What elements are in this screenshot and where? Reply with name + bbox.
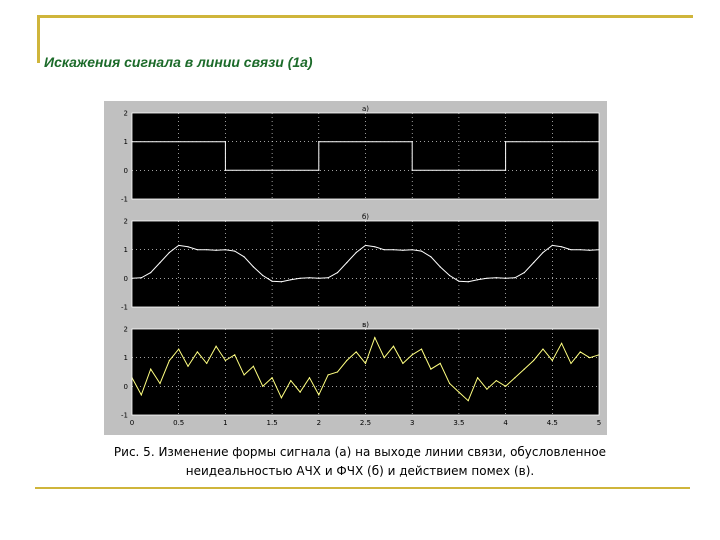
caption-line-1: Рис. 5. Изменение формы сигнала (а) на выходе линии связи, обусловленное [113,445,607,459]
data-point [141,394,142,395]
data-point [234,251,235,252]
signal-plots [104,101,607,435]
x-tick-label: 0 [129,419,135,427]
x-tick-label: 4 [503,419,508,427]
x-tick-label: 0.5 [173,419,185,427]
y-tick-label: -1 [121,303,128,312]
left-accent-line [37,15,40,63]
data-point [215,250,216,251]
data-point [430,369,431,370]
data-point [524,272,525,273]
data-point [187,366,188,367]
data-point [486,278,487,279]
data-point [458,281,459,282]
bottom-accent-line [35,487,690,489]
data-point [243,256,244,257]
data-point [580,249,581,250]
data-point [365,363,366,364]
data-point [206,249,207,250]
panel-title-2: в) [362,321,369,329]
data-point [514,277,515,278]
data-point [468,281,469,282]
data-point [281,397,282,398]
data-point [477,377,478,378]
data-point [440,363,441,364]
data-point [150,272,151,273]
data-point [393,249,394,250]
data-point [412,170,413,171]
data-point [449,275,450,276]
data-point [272,281,273,282]
data-point [412,141,413,142]
data-point [243,374,244,375]
y-tick-label: -1 [121,195,128,204]
data-point [262,275,263,276]
data-point [253,366,254,367]
data-point [215,346,216,347]
data-point [187,246,188,247]
data-point [159,383,160,384]
signal-figure [104,101,607,435]
panel-title-1: б) [361,213,370,221]
data-point [589,250,590,251]
data-point [328,277,329,278]
x-tick-label: 2.5 [359,419,372,427]
panel-title-0: a) [361,105,370,113]
data-point [402,250,403,251]
data-point [505,170,506,171]
data-point [458,391,459,392]
data-point [374,337,375,338]
data-point [496,277,497,278]
data-point [505,386,506,387]
data-point [374,246,375,247]
data-point [514,377,515,378]
data-point [225,249,226,250]
data-point [533,262,534,263]
data-point [552,360,553,361]
data-point [300,391,301,392]
data-point [384,249,385,250]
data-point [290,279,291,280]
data-point [225,141,226,142]
data-point [318,141,319,142]
data-point [552,245,553,246]
x-tick-label: 2 [316,419,322,427]
data-point [318,394,319,395]
data-point [468,400,469,401]
data-point [570,363,571,364]
data-point [505,141,506,142]
data-point [300,278,301,279]
data-point [234,354,235,355]
data-point [150,369,151,370]
data-point [449,383,450,384]
figure-caption [70,443,650,481]
slide-title: Искажения сигнала в линии связи (1а) [44,54,313,70]
data-point [262,386,263,387]
y-tick-label: 0 [123,382,128,391]
x-tick-label: 5 [596,419,602,427]
data-point [169,252,170,253]
data-point [253,266,254,267]
data-point [402,363,403,364]
data-point [542,348,543,349]
data-point [328,374,329,375]
y-tick-label: 1 [123,138,128,147]
y-tick-label: 2 [123,325,128,334]
data-point [440,266,441,267]
data-point [356,252,357,253]
data-point [346,360,347,361]
data-point [225,360,226,361]
data-point [561,246,562,247]
data-point [225,170,226,171]
data-point [318,278,319,279]
top-accent-line [38,15,693,18]
data-point [421,348,422,349]
x-tick-label: 4.5 [546,419,558,427]
y-tick-label: 1 [123,354,128,363]
data-point [318,170,319,171]
data-point [412,249,413,250]
data-point [412,354,413,355]
x-tick-label: 3 [409,419,415,427]
y-tick-label: -1 [121,411,128,420]
data-point [580,351,581,352]
data-point [346,262,347,263]
data-point [337,371,338,372]
data-point [178,245,179,246]
data-point [393,346,394,347]
data-point [430,256,431,257]
data-point [524,369,525,370]
data-point [356,351,357,352]
data-point [290,380,291,381]
data-point [533,360,534,361]
data-point [477,279,478,280]
data-point [542,252,543,253]
data-point [496,380,497,381]
data-point [159,262,160,263]
data-point [309,377,310,378]
data-point [309,277,310,278]
data-point [561,343,562,344]
x-tick-label: 1 [223,419,228,427]
x-tick-label: 3.5 [453,419,465,427]
y-tick-label: 2 [123,217,128,226]
data-point [365,245,366,246]
data-point [169,360,170,361]
data-point [570,249,571,250]
data-point [206,363,207,364]
data-point [197,351,198,352]
data-point [421,251,422,252]
data-point [197,249,198,250]
data-point [272,377,273,378]
data-point [384,357,385,358]
data-point [141,277,142,278]
data-point [486,389,487,390]
y-tick-label: 1 [123,246,128,255]
data-point [281,281,282,282]
y-tick-label: 0 [123,274,128,283]
caption-line-2: неидеальностью АЧХ и ФЧХ (б) и действием помех (в). [185,464,535,478]
y-tick-label: 0 [123,166,128,175]
data-point [337,272,338,273]
y-tick-label: 2 [123,109,128,118]
data-point [505,278,506,279]
data-point [178,348,179,349]
x-tick-label: 1.5 [266,419,278,427]
data-point [589,357,590,358]
